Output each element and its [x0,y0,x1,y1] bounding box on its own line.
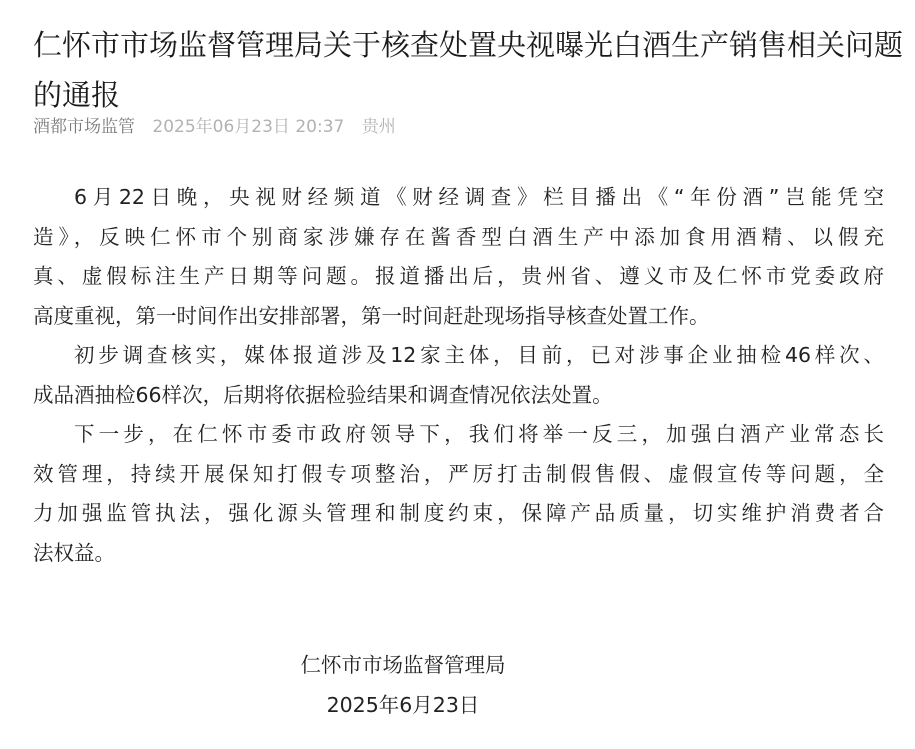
text-line: 成品酒抽检66样次，后期将依据检验结果和调查情况依法处置。 [33,382,613,407]
publish-datetime: 2025年06月23日 20:37 [152,117,345,137]
text-line: 6月22日晚，央视财经频道《财经调查》栏目播出《“年份酒”岂能凭空 [74,185,884,209]
title-line: 的通报 [33,78,121,112]
article-body [33,178,884,573]
text-line: 力加强监管执法，强化源头管理和制度约束，保障产品质量，切实维护消费者合 [33,501,884,525]
text-line: 效管理，持续开展保知打假专项整治，严厉打击制假售假、虚假宣传等问题，全 [33,461,884,486]
paragraph-2 [33,336,884,415]
text-line: 真、虚假标注生产日期等问题。报道播出后，贵州省、遵义市及仁怀市党委政府 [33,264,884,288]
signature-date: 2025年6月23日 [326,693,480,717]
text-line: 高度重视，第一时间作出安排部署，第一时间赶赴现场指导核查处置工作。 [33,303,710,328]
text-line: 初步调查核实，媒体报道涉及12家主体，目前，已对涉事企业抽检46样次、 [74,343,884,367]
publish-location: 贵州 [361,117,396,137]
article-title [33,20,904,120]
text-line: 法权益。 [33,540,115,565]
text-line: 下一步，在仁怀市委市政府领导下，我们将举一反三，加强白酒产业常态长 [74,422,884,446]
title-line: 仁怀市市场监督管理局关于核查处置央视曝光白酒生产销售相关问题 [33,28,904,62]
article-meta [33,112,396,137]
text-line: 造》，反映仁怀市个别商家涉嫌存在酱香型白酒生产中添加食用酒精、以假充 [33,224,884,249]
paragraph-3 [33,415,884,573]
paragraph-1 [33,178,884,336]
author-link[interactable]: 酒都市场监管 [33,117,135,137]
signature-org: 仁怀市市场监督管理局 [300,653,506,677]
